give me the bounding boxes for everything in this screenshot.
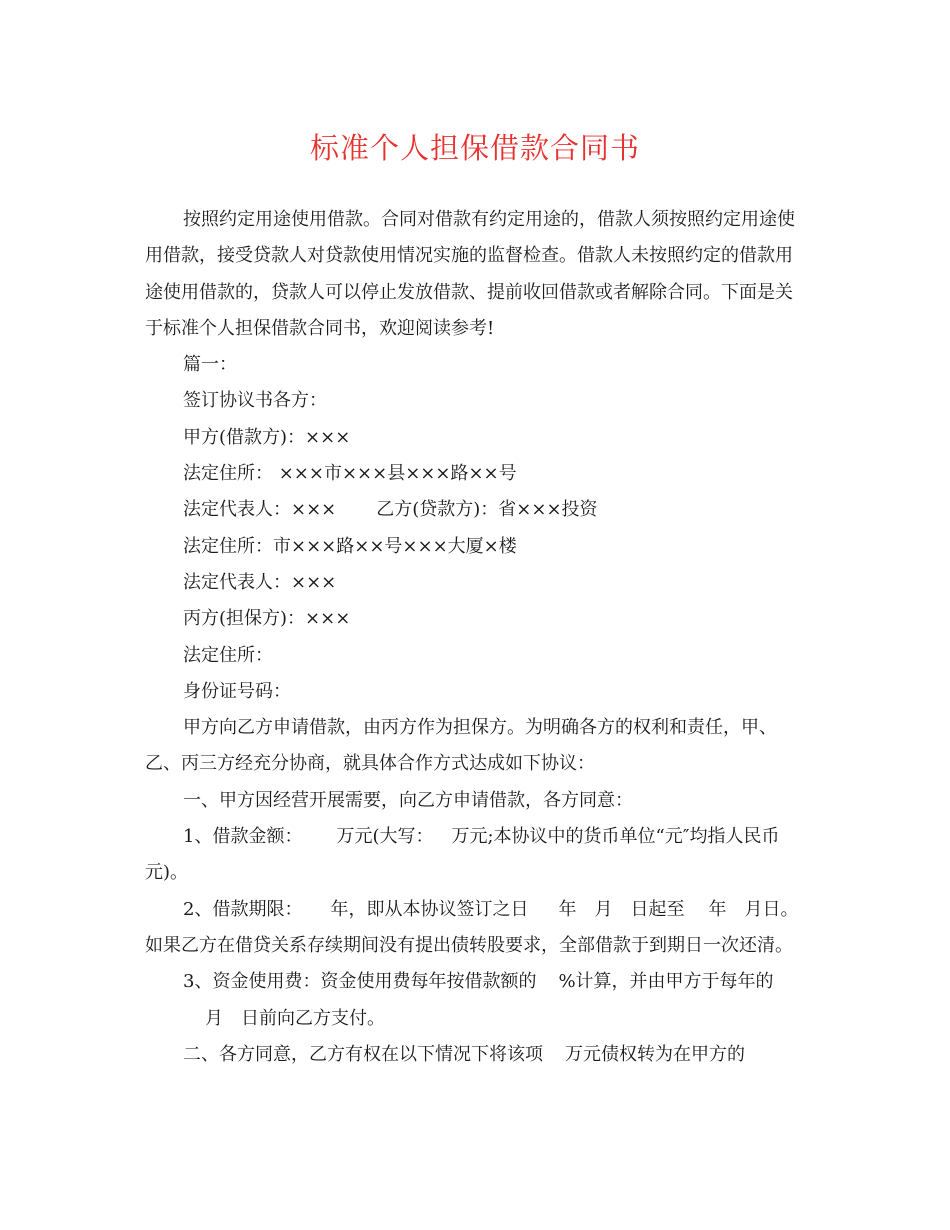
party-c-line: 丙方(担保方)：×××: [183, 608, 351, 630]
party-b: 乙方(贷款方)：省×××投资: [376, 499, 598, 521]
item-2-label: 2、借款期限：: [183, 898, 303, 920]
item-2-day: 日起至: [630, 898, 685, 920]
party-b-rep: 法定代表人：×××: [183, 571, 337, 593]
clause-2-text: 二、各方同意，乙方有权在以下情况下将该项: [183, 1043, 543, 1065]
item-3-rate: %计算，并由甲方于每年的: [558, 971, 774, 993]
item-3-day: 日前向乙方支付。: [241, 1007, 385, 1029]
item-2-end-month: 月: [744, 898, 763, 920]
party-a-address: 法定住所： ×××市×××县×××路××号: [183, 463, 517, 485]
item-2: [145, 892, 805, 965]
party-b-address: 法定住所：市×××路××号×××大厦×楼: [183, 535, 517, 557]
item-3-label: 3、资金使用费：资金使用费每年按借款额的: [183, 971, 537, 993]
item-2-month: 月: [594, 898, 613, 920]
parties-heading: 签订协议书各方：: [183, 390, 327, 412]
section-heading: 篇一：: [183, 354, 237, 376]
document-body: [145, 202, 805, 1073]
party-a-rep: 法定代表人：×××: [183, 499, 337, 521]
item-3: [145, 964, 805, 1037]
intro-paragraph: 按照约定用途使用借款。合同对借款有约定用途的，借款人须按照约定用途使用借款，接受贷款人对贷款使用情况实施的监督检查。借款人未按照约定的借款用途使用借款的，贷款人可以停止发放借款、提前收回借款或者解除合同。下面是关于标准个人担保借款合同书，欢迎阅读参考!: [145, 209, 795, 339]
party-a-rep-line: [145, 492, 805, 528]
item-2-end-year: 年: [708, 898, 727, 920]
clause-2: [145, 1037, 805, 1073]
party-c-address: 法定住所：: [183, 644, 273, 666]
clause-2-text-cont: 万元债权转为在甲方的: [565, 1043, 745, 1065]
item-2-year: 年: [558, 898, 577, 920]
party-a-line: 甲方(借款方)：×××: [183, 426, 351, 448]
item-2-period: 年，即从本协议签订之日: [330, 898, 529, 920]
party-c-id: 身份证号码：: [183, 680, 291, 702]
preamble-paragraph: 甲方向乙方申请借款，由丙方作为担保方。为明确各方的权利和责任，甲、乙、丙三方经充分协商，就具体合作方式达成如下协议：: [145, 717, 777, 775]
document-title: 标准个人担保借款合同书: [309, 131, 640, 165]
item-1-label: 1、借款金额：: [183, 826, 303, 848]
item-1-currency-note: 万元;本协议中的货币单位“元″均指人民币元)。: [145, 826, 780, 884]
item-1: [145, 819, 805, 892]
clause-1: 一、甲方因经营开展需要，向乙方申请借款，各方同意：: [183, 789, 633, 811]
item-1-amount-words: 万元(大写：: [336, 826, 434, 848]
item-2-end-day: 日。如果乙方在借贷关系存续期间没有提出债转股要求，全部借款于到期日一次还清。: [145, 898, 799, 956]
item-3-month: 月: [205, 1007, 223, 1029]
